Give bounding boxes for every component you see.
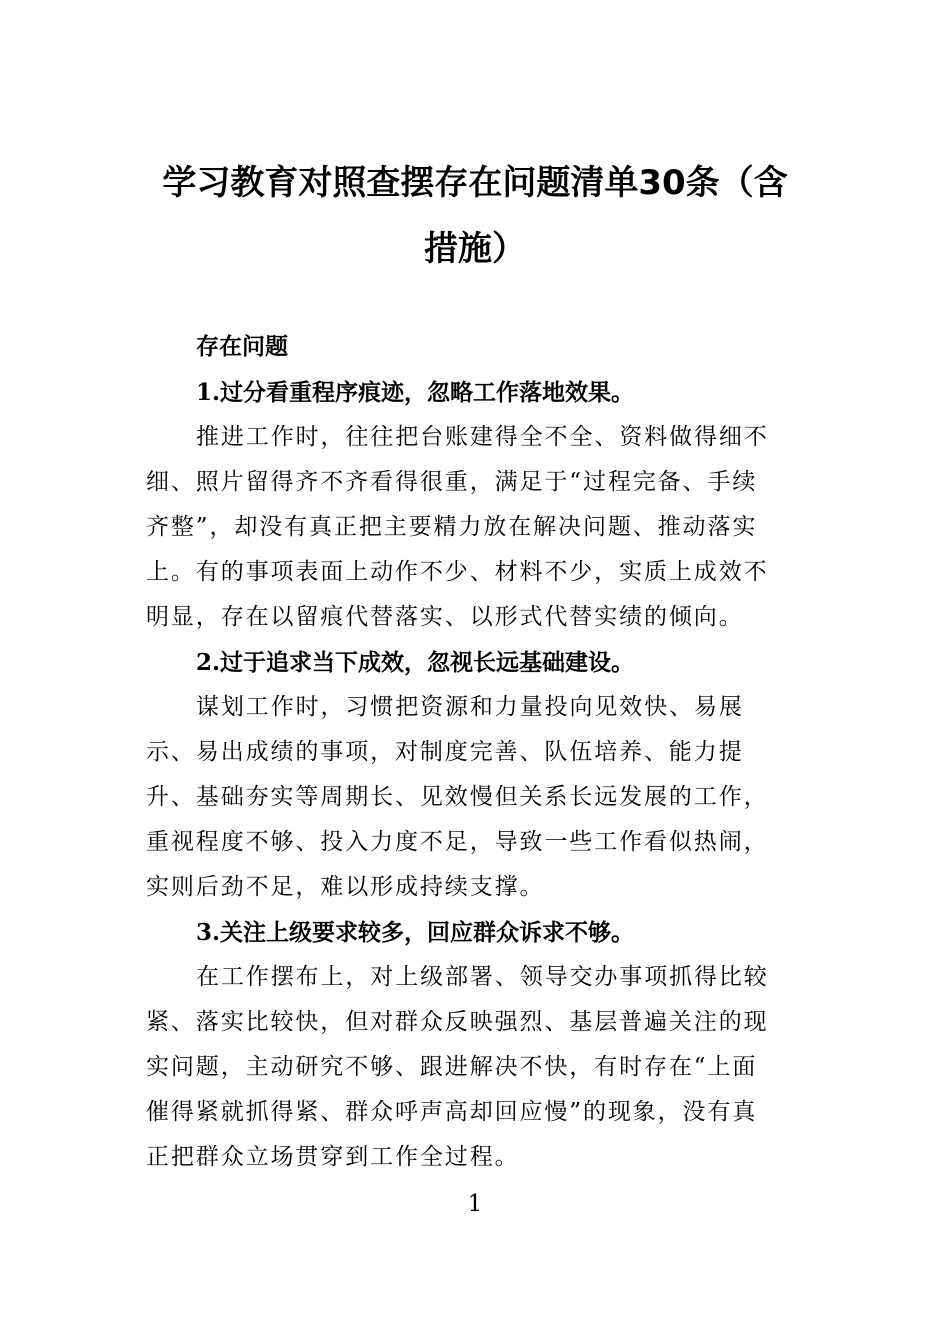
paragraph-line: 实问题，主动研究不够、跟进解决不快，有时存在“上面 [146, 1054, 758, 1080]
paragraph-line: 紧、落实比较快，但对群众反映强烈、基层普遍关注的现 [146, 1009, 769, 1035]
page-number: 1 [467, 1191, 483, 1217]
item-heading-1: 1.过分看重程序痕迹，忽略工作落地效果。 [196, 379, 635, 406]
paragraph-line: 齐整”，却没有真正把主要精力放在解决问题、推动落实 [146, 514, 758, 540]
item-heading-3: 3.关注上级要求较多，回应群众诉求不够。 [196, 919, 635, 946]
paragraph-line: 明显，存在以留痕代替落实、以形式代替实绩的倾向。 [146, 604, 744, 630]
paragraph-line: 催得紧就抓得紧、群众呼声高却回应慢”的现象，没有真 [146, 1099, 758, 1125]
item-heading-2: 2.过于追求当下成效，忽视长远基础建设。 [196, 649, 635, 676]
paragraph-line: 在工作摆布上，对上级部署、领导交办事项抓得比较 [196, 964, 769, 990]
paragraph-line: 示、易出成绩的事项，对制度完善、队伍培养、能力提 [146, 739, 744, 765]
problem-item-1 [146, 370, 786, 640]
paragraph-line: 谋划工作时，习惯把资源和力量投向见效快、易展 [196, 694, 744, 720]
title-line-2: 措施） [424, 229, 526, 269]
title-line-1: 学习教育对照查摆存在问题清单30条（含 [162, 163, 788, 203]
item-paragraph-1 [146, 415, 786, 640]
section-heading: 存在问题 [196, 334, 288, 360]
paragraph-line: 实则后劲不足，难以形成持续支撑。 [146, 874, 545, 900]
paragraph-line: 推进工作时，往往把台账建得全不全、资料做得细不 [196, 424, 769, 450]
problem-item-3 [146, 910, 786, 1180]
problem-item-2 [146, 640, 786, 910]
document-body [146, 325, 786, 1180]
item-paragraph-3 [146, 955, 786, 1180]
item-paragraph-2 [146, 685, 786, 910]
document-title [140, 150, 810, 282]
paragraph-line: 升、基础夯实等周期长、见效慢但关系长远发展的工作， [146, 784, 769, 810]
paragraph-line: 细、照片留得齐不齐看得很重，满足于“过程完备、手续 [146, 469, 758, 495]
paragraph-line: 上。有的事项表面上动作不少、材料不少，实质上成效不 [146, 559, 769, 585]
paragraph-line: 正把群众立场贯穿到工作全过程。 [146, 1144, 520, 1170]
paragraph-line: 重视程度不够、投入力度不足，导致一些工作看似热闹， [146, 829, 769, 855]
